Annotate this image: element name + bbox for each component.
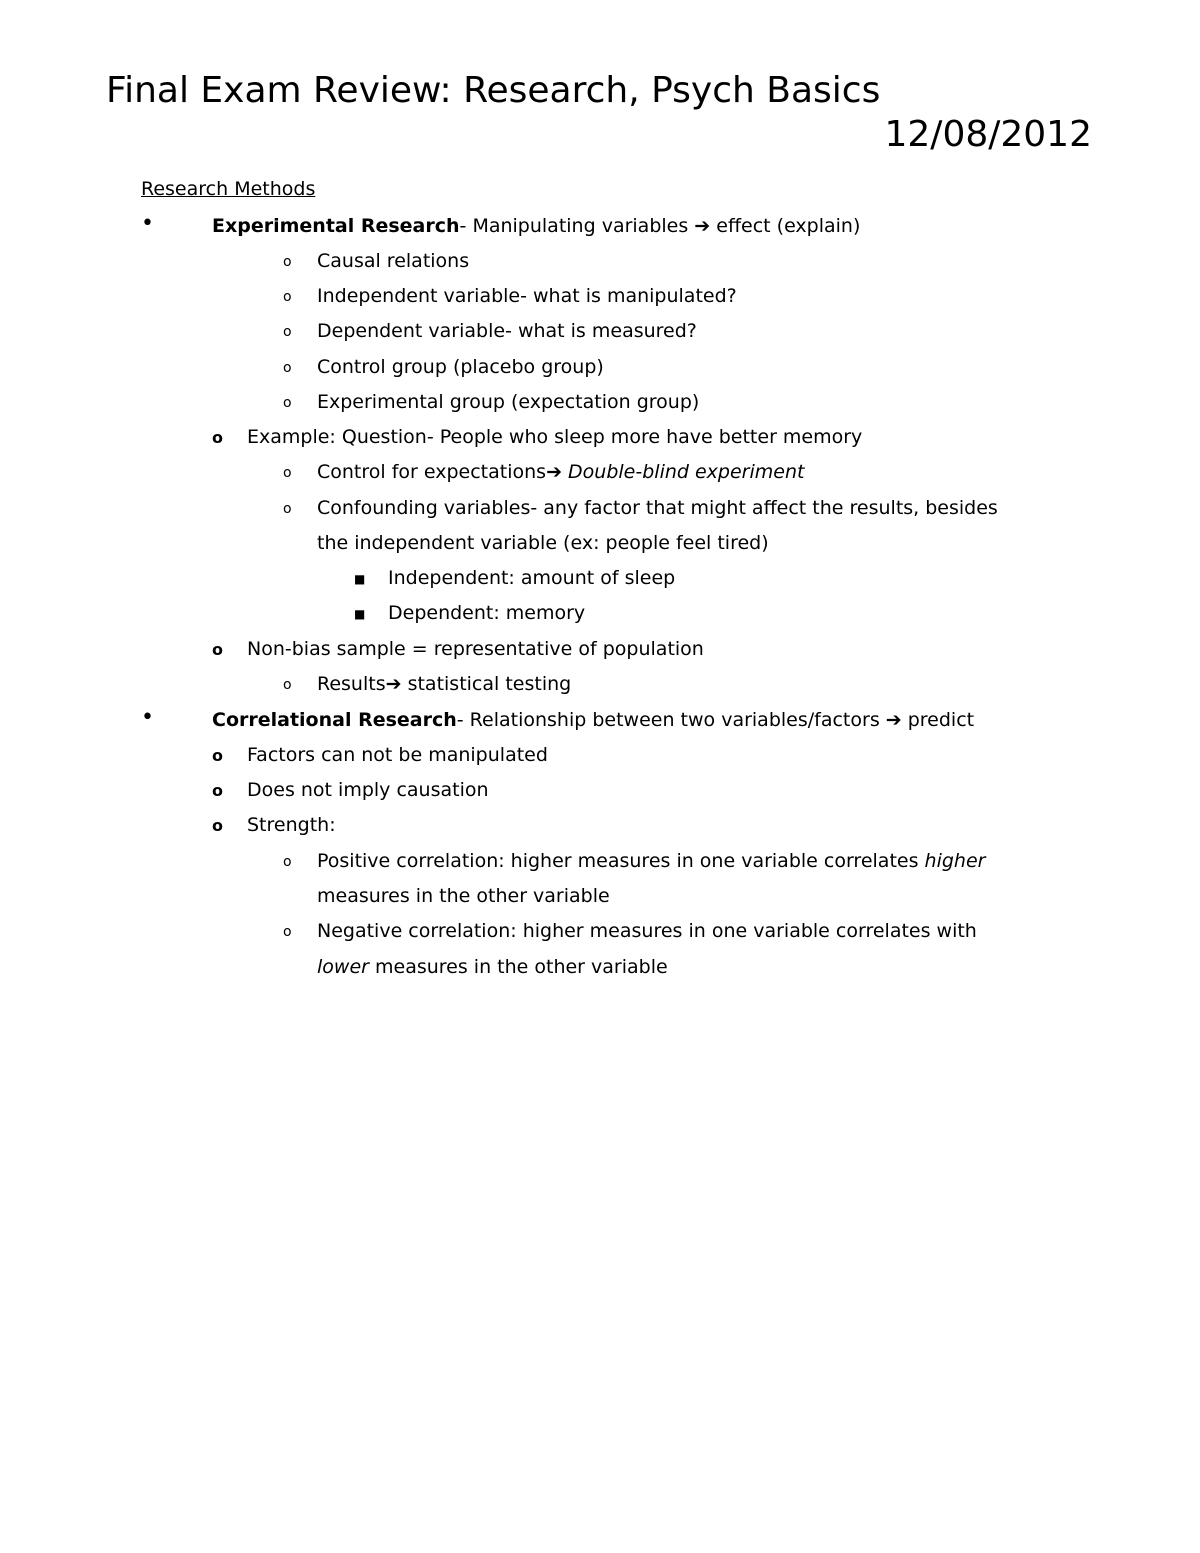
circle-bullet-icon: o <box>212 640 223 659</box>
correlational-label: Correlational Research <box>212 709 457 731</box>
list-item-confounding-line2: the independent variable (ex: people feel tired) <box>317 532 769 554</box>
list-item-negative-line1: Negative correlation: higher measures in one variable correlates with <box>317 920 977 942</box>
list-item: Dependent: memory <box>388 602 586 624</box>
document-title: Final Exam Review: Research, Psych Basics <box>106 70 881 111</box>
correlational-text-after: predict <box>901 709 975 731</box>
list-item-positive-line2: measures in the other variable <box>317 885 610 907</box>
square-bullet-icon: ■ <box>354 572 366 586</box>
section-heading: Research Methods <box>141 178 316 200</box>
bullet-icon: • <box>141 705 154 730</box>
circle-bullet-icon: o <box>283 465 292 481</box>
negative-italic: lower <box>317 956 369 978</box>
list-item: Dependent variable- what is measured? <box>317 320 697 342</box>
experimental-label: Experimental Research <box>212 215 460 237</box>
circle-bullet-icon: o <box>283 254 292 270</box>
bullet-icon: • <box>141 211 154 236</box>
arrow-icon: ➔ <box>885 709 902 731</box>
list-item: Independent: amount of sleep <box>388 567 676 589</box>
double-blind-text: Double-blind experiment <box>568 461 805 483</box>
arrow-icon: ➔ <box>385 673 402 695</box>
circle-bullet-icon: o <box>283 924 292 940</box>
arrow-icon: ➔ <box>694 215 711 237</box>
experimental-text: - Manipulating variables <box>459 215 695 237</box>
circle-bullet-icon: o <box>283 289 292 305</box>
circle-bullet-icon: o <box>283 360 292 376</box>
circle-bullet-icon: o <box>212 781 223 800</box>
circle-bullet-icon: o <box>283 677 292 693</box>
correlational-text: - Relationship between two variables/factors <box>456 709 886 731</box>
list-item: Control group (placebo group) <box>317 356 604 378</box>
experimental-text-after: effect (explain) <box>710 215 861 237</box>
list-item-experimental <box>212 214 860 238</box>
negative-text: measures in the other variable <box>368 956 668 978</box>
circle-bullet-icon: o <box>283 395 292 411</box>
results-text: Results <box>317 673 386 695</box>
list-item-sample: Non-bias sample = representative of population <box>247 638 704 660</box>
control-text: Control for expectations <box>317 461 547 483</box>
list-item-example: Example: Question- People who sleep more have better memory <box>247 426 863 448</box>
list-item-correlational <box>212 708 974 732</box>
circle-bullet-icon: o <box>283 501 292 517</box>
square-bullet-icon: ■ <box>354 607 366 621</box>
circle-bullet-icon: o <box>283 854 292 870</box>
list-item: Experimental group (expectation group) <box>317 391 700 413</box>
circle-bullet-icon: o <box>212 746 223 765</box>
circle-bullet-icon: o <box>283 324 292 340</box>
list-item: Strength: <box>247 814 336 836</box>
list-item-results <box>317 672 571 696</box>
list-item-control <box>317 460 804 484</box>
circle-bullet-icon: o <box>212 428 223 447</box>
list-item-negative-line2 <box>317 955 668 979</box>
list-item: Independent variable- what is manipulated? <box>317 285 737 307</box>
list-item-positive-line1 <box>317 849 985 873</box>
list-item: Causal relations <box>317 250 470 272</box>
document-date: 12/08/2012 <box>884 114 1092 155</box>
arrow-icon: ➔ <box>546 461 562 483</box>
circle-bullet-icon: o <box>212 816 223 835</box>
positive-italic: higher <box>924 850 986 872</box>
results-text-after: statistical testing <box>401 673 572 695</box>
list-item-confounding-line1: Confounding variables- any factor that might affect the results, besides <box>317 497 998 519</box>
list-item: Factors can not be manipulated <box>247 744 548 766</box>
positive-text: Positive correlation: higher measures in one variable correlates <box>317 850 925 872</box>
list-item: Does not imply causation <box>247 779 489 801</box>
